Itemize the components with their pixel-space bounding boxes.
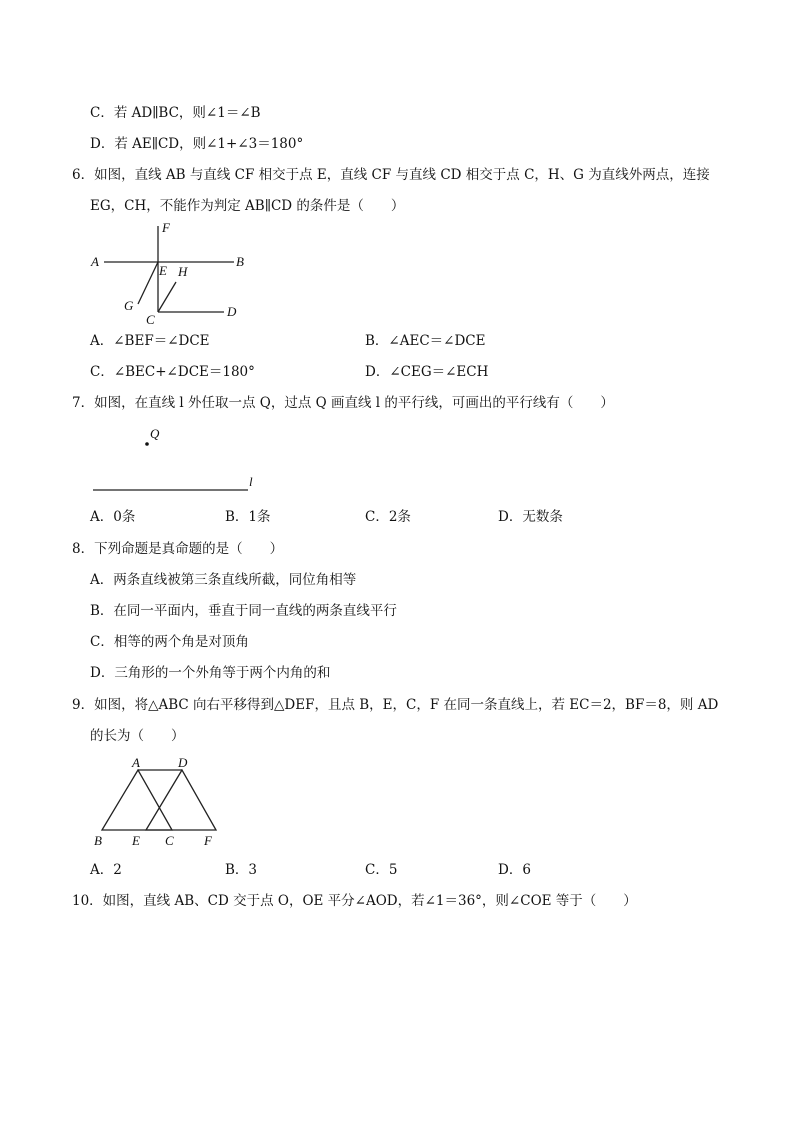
q7-option-d: D．无数条 [498, 509, 563, 525]
q8-option-a: A．两条直线被第三条直线所截，同位角相等 [90, 572, 357, 588]
q6-segment-ch [158, 282, 176, 312]
q7-stem: 7．如图，在直线 l 外任取一点 Q，过点 Q 画直线 l 的平行线，可画出的平行线有（ ） [72, 395, 614, 411]
q7-figure [88, 420, 268, 500]
q6-label-c: C [146, 312, 155, 327]
q7-option-a: A．0条 [90, 509, 136, 525]
q6-stem-line1: 6．如图，直线 AB 与直线 CF 相交于点 E，直线 CF 与直线 CD 相交于点 C，H、G 为直线外两点，连接 [72, 167, 710, 183]
q7-option-b: B．1条 [225, 509, 271, 525]
q6-label-d: D [227, 304, 237, 319]
q9-stem-line1: 9．如图，将△ABC 向右平移得到△DEF，且点 B，E，C，F 在同一条直线上，若 EC＝2，BF＝8，则 AD [72, 697, 719, 713]
q9-label-f: F [204, 833, 212, 848]
q10-stem: 10．如图，直线 AB、CD 交于点 O，OE 平分∠AOD，若∠1＝36°，则∠COE 等于（ ） [72, 893, 637, 909]
q9-label-b: B [94, 833, 102, 848]
q9-option-c: C．5 [365, 862, 398, 878]
q9-triangle-def [146, 770, 216, 830]
q9-label-a: A [132, 755, 140, 770]
q7-point-q [145, 442, 149, 446]
q5-option-c: C．若 AD∥BC，则∠1＝∠B [90, 105, 261, 121]
q6-figure [88, 220, 258, 330]
q9-label-e: E [132, 833, 140, 848]
q5-option-d: D．若 AE∥CD，则∠1+∠3＝180° [90, 136, 304, 152]
q6-option-c: C．∠BEC+∠DCE＝180° [90, 364, 255, 380]
q6-option-b: B．∠AEC＝∠DCE [365, 333, 486, 349]
q6-label-f: F [162, 220, 170, 235]
q9-label-d: D [178, 755, 188, 770]
q7-option-c: C．2条 [365, 509, 411, 525]
q8-option-c: C．相等的两个角是对顶角 [90, 634, 249, 650]
q7-label-q: Q [150, 426, 160, 441]
q7-label-l: l [249, 474, 253, 489]
q6-label-a: A [91, 254, 99, 269]
q9-stem-line2: 的长为（ ） [90, 728, 185, 744]
q6-option-a: A．∠BEF＝∠DCE [90, 333, 210, 349]
q9-triangle-abc [102, 770, 172, 830]
q9-option-d: D．6 [498, 862, 531, 878]
q8-option-b: B．在同一平面内，垂直于同一直线的两条直线平行 [90, 603, 397, 619]
q9-figure [88, 752, 238, 852]
q6-label-b: B [236, 254, 244, 269]
q9-option-a: A．2 [90, 862, 122, 878]
q6-label-h: H [178, 264, 188, 279]
q9-option-b: B．3 [225, 862, 258, 878]
q8-stem: 8．下列命题是真命题的是（ ） [72, 541, 284, 557]
q6-option-d: D．∠CEG＝∠ECH [365, 364, 489, 380]
q9-label-c: C [165, 833, 174, 848]
q6-stem-line2: EG，CH，不能作为判定 AB∥CD 的条件是（ ） [90, 198, 405, 214]
q6-label-g: G [124, 298, 134, 313]
q6-segment-eg [138, 262, 158, 304]
q6-label-e: E [159, 263, 167, 278]
q8-option-d: D．三角形的一个外角等于两个内角的和 [90, 665, 331, 681]
